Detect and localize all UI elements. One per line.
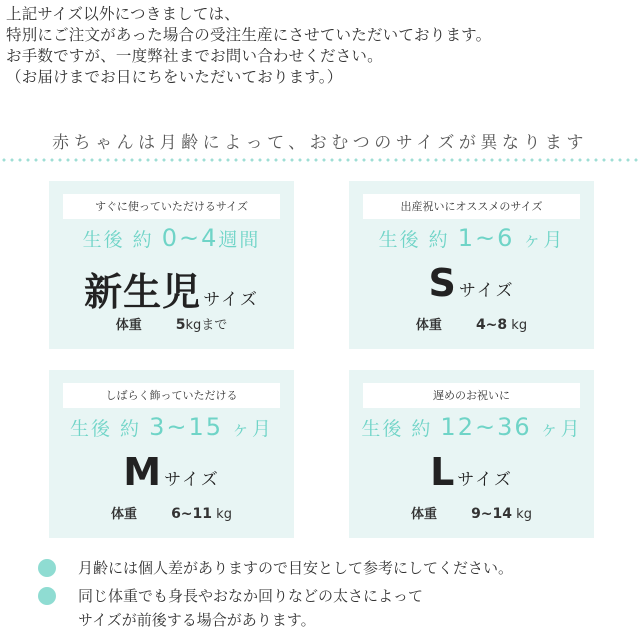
weight-unit: kg <box>512 507 532 522</box>
size-name: 新生児 <box>84 270 202 314</box>
age-prefix: 生後 約 <box>361 418 441 440</box>
weight-value: 6~11 <box>171 506 213 522</box>
card-label: 遅めのお祝いに <box>363 383 580 408</box>
card-weight <box>49 314 294 333</box>
weight-unit: kg <box>507 318 528 333</box>
card-size <box>49 450 294 494</box>
card-size <box>349 450 594 494</box>
notes-list <box>38 556 638 636</box>
age-prefix: 生後 約 <box>82 229 162 251</box>
card-label: すぐに使っていただけるサイズ <box>63 194 280 219</box>
age-suffix: ヶ月 <box>531 418 582 440</box>
card-size <box>349 261 594 305</box>
age-value: 0~4 <box>161 224 219 252</box>
weight-value: 9~14 <box>471 506 513 522</box>
age-value: 3~15 <box>149 413 223 441</box>
size-card-s <box>349 181 594 349</box>
bullet-dot-icon <box>38 559 56 577</box>
note-text: 月齢には個人差がありますので目安として参考にしてください。 <box>78 559 514 577</box>
card-weight <box>349 503 594 522</box>
weight-label: 体重 <box>415 318 442 333</box>
dotted-divider <box>0 158 640 162</box>
bullet-dot-icon <box>38 587 56 605</box>
note-item <box>38 584 638 632</box>
size-suffix: サイズ <box>164 470 220 490</box>
card-age <box>49 413 294 441</box>
card-label: 出産祝いにオススメのサイズ <box>363 194 580 219</box>
card-age <box>349 413 594 441</box>
weight-value: 4~8 <box>475 317 508 333</box>
intro-text <box>6 4 636 88</box>
card-age <box>49 224 294 252</box>
weight-unit: kg <box>212 507 232 522</box>
size-name: M <box>123 450 163 494</box>
note-text: 同じ体重でも身長やおなか回りなどの太さによって サイズが前後する場合があります。 <box>78 587 424 629</box>
weight-label: 体重 <box>411 507 438 522</box>
card-label: しばらく飾っていただける <box>63 383 280 408</box>
card-weight <box>349 314 594 333</box>
section-heading: 赤ちゃんは月齢によって、おむつのサイズが異なります <box>52 133 588 153</box>
age-suffix: ヶ月 <box>222 418 274 440</box>
size-name: S <box>428 261 457 305</box>
age-prefix: 生後 約 <box>69 418 150 440</box>
intro-line: 特別にご注文があった場合の受注生産にさせていただいております。 <box>6 26 492 44</box>
age-value: 12~36 <box>440 413 532 441</box>
weight-unit: kgまで <box>185 318 228 333</box>
note-item <box>38 556 638 580</box>
size-card-newborn <box>49 181 294 349</box>
intro-line: 上記サイズ以外につきましては、 <box>6 5 240 23</box>
card-weight <box>49 503 294 522</box>
card-size <box>49 261 294 316</box>
weight-label: 体重 <box>111 507 138 522</box>
age-prefix: 生後 約 <box>378 229 458 251</box>
intro-line: （お届けまでお日にちをいただいております。） <box>6 68 343 86</box>
size-name: L <box>430 450 456 494</box>
weight-label: 体重 <box>115 318 142 333</box>
size-suffix: サイズ <box>457 470 513 490</box>
intro-line: お手数ですが、一度弊社までお問い合わせください。 <box>6 47 383 65</box>
size-suffix: サイズ <box>203 290 259 310</box>
card-age <box>349 224 594 252</box>
size-card-m <box>49 370 294 538</box>
size-suffix: サイズ <box>458 281 515 301</box>
age-suffix: 週間 <box>218 229 261 251</box>
age-value: 1~6 <box>457 224 515 252</box>
size-card-l <box>349 370 594 538</box>
age-suffix: ヶ月 <box>514 229 565 251</box>
weight-value: 5 <box>175 317 186 333</box>
